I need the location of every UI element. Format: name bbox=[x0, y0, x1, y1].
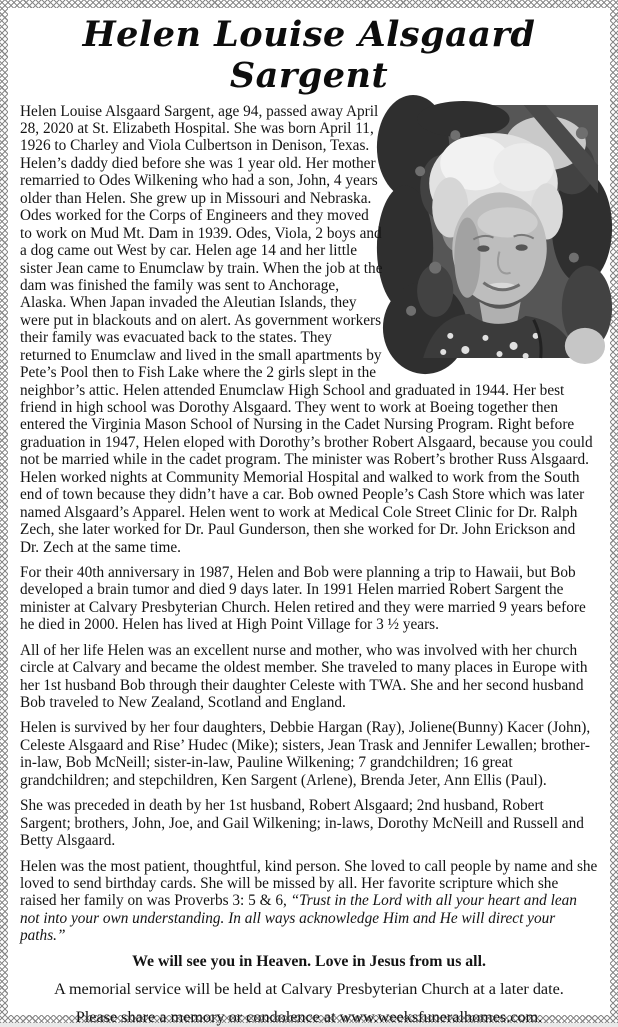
obituary-paragraph-2: For their 40th anniversary in 1987, Helen and Bob were planning a trip to Hawaii, but Bob developed a brain tumor and died 9 days later. In 1991 Helen married Robert Sargent the minister at Calvary Presbyterian Church. Helen retired and they were married 9 years before he died in 2000. Helen has lived at High Point Village for 3 ½ years. bbox=[20, 563, 586, 634]
paragraph-6-lead: Helen was the most patient, thoughtful, kind person. She loved to call people by name and she loved to send birthday cards. She will be missed by all. Her favorite scripture which she raised her family on was Proverbs 3: 5 & 6, bbox=[20, 857, 598, 910]
page-title: Helen Louise Alsgaard Sargent bbox=[82, 14, 536, 97]
obituary-paragraph-5: She was preceded in death by her 1st husband, Robert Alsgaard; 2nd husband, Robert Sargent; brothers, John, Joe, and Gail Wilkening; in-laws, Dorothy McNeill and Russell and Betty Alsgaard. bbox=[20, 797, 584, 850]
obituary-content bbox=[8, 8, 610, 1026]
obituary-body bbox=[20, 103, 598, 1027]
obituary-paragraph-3: All of her life Helen was an excellent nurse and mother, who was involved with her church circle at Calvary and became the oldest member. She traveled to many places in Europe with her 1st husband Bob through their daughter Celeste with TWA. She and her second husband Bob traveled to New Zealand, Scotland and England. bbox=[20, 641, 588, 712]
obituary-paragraph-6 bbox=[20, 858, 598, 945]
portrait-photo bbox=[395, 105, 598, 358]
scripture-quote: “Trust in the Lord with all your heart and lean not into your own understanding. In all ways acknowledge Him and He will direct your paths.” bbox=[20, 892, 577, 945]
obituary-paragraph-4: Helen is survived by her four daughters, Debbie Hargan (Ray), Joliene(Bunny) Kacer (John), Celeste Alsgaard and Rise’ Hudec (Mike); sisters, Jean Trask and Jennifer Lewallen; brother-in-law, Bob McNeill; sister-in-law, Pauline Wilkening; 7 grandchildren; 16 great grandchildren; and stepchildren, Ken Sargent (Arlene), Brenda Jeter, Ann Ellis (Paul). bbox=[20, 719, 591, 789]
condolence-line: Please share a memory or condolence at www.weeksfuneralhomes.com. bbox=[75, 1007, 543, 1026]
heaven-message: We will see you in Heaven. Love in Jesus from us all. bbox=[132, 952, 486, 970]
obituary-paragraph-1: Helen Louise Alsgaard Sargent, age 94, passed away April 28, 2020 at St. Elizabeth Hospital. She was born April 11, 1926 to Charley and Viola Culbertson in Denison, Texas. Helen’s daddy died before she was 1 year old. Her mother remarried to Odes Wilkening who had a son, John, 4 years older than Helen. She grew up in Missouri and Nebraska. Odes worked for the Corps of Engineers and they moved to work on Mud Mt. Dam in 1939. Odes, Viola, 2 boys and a dog came out West by car. Helen age 14 and her little sister Jean came to Enumclaw by train. When the job at the dam was finished the family was sent to Anchorage, Alaska. When Japan invaded the Aleutian Islands, they were put in blackouts and on alert. As government workers their family was evacuated back to the states. They returned to Enumclaw and lived in the small apartments by Pete’s Pool then to Fish Lake where the 2 girls slept in the neighbor’s attic. Helen attended Enumclaw High School and graduated in 1944. Her best friend in high school was Dorothy Alsgaard. They went to work at Boeing together then entered the Virginia Mason School of Nursing in the Cadet Nursing Program. Right before graduation in 1947, Helen eloped with Dorothy’s brother Robert Alsgaard, because you could not be married while in the cadet program. The minister was Robert’s brother Russ Alsgaard. Helen worked nights at Community Memorial Hospital and walked to work from the South end of town because they didn’t have a car. Bob owned People’s Cash Store which was later named Alsgaard’s Apparel. Helen went to work at Medical Cole Street Clinic for Dr. Ralph Zech, she later worked for Dr. Paul Gunderson, then she worked for Dr. John Erickson and Dr. Zech at the same time. bbox=[20, 102, 593, 556]
memorial-service-line: A memorial service will be held at Calvary Presbyterian Church at a later date. bbox=[54, 979, 564, 998]
portrait-image bbox=[395, 105, 598, 358]
